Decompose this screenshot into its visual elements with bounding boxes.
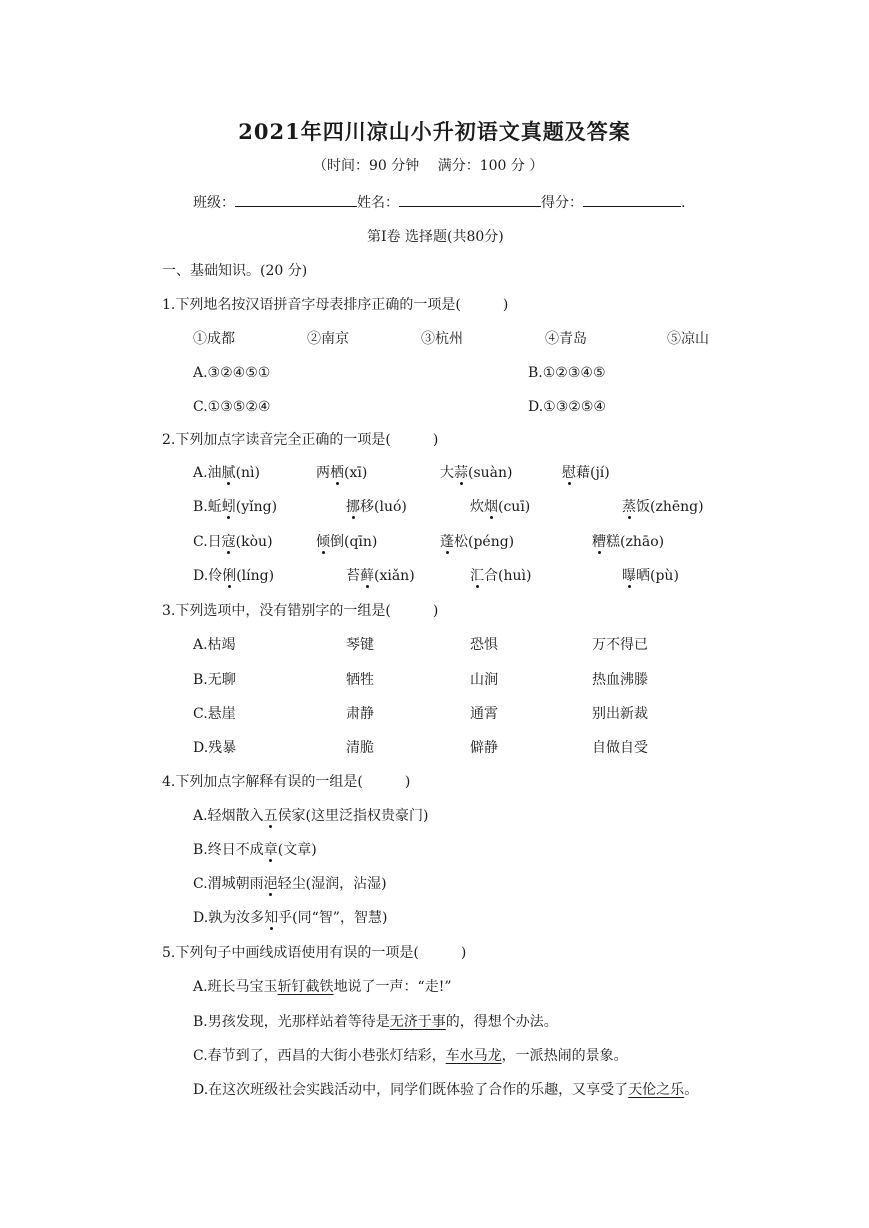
class-blank[interactable] (235, 192, 357, 207)
option-text: 地说了一声：“走!” (333, 979, 452, 995)
item-text: 移(luó) (360, 499, 407, 515)
item-text: 饭(zhēng) (636, 499, 704, 515)
q1-place: ①成都 (193, 331, 235, 347)
q4-option (193, 840, 317, 860)
q3-option-item: 别出新裁 (592, 706, 648, 722)
item-text: B.蚯 (193, 499, 222, 515)
item-text: C.日 (193, 534, 222, 550)
q3-option-item: B.无聊 (193, 672, 236, 688)
option-text: A.班长马宝玉 (193, 979, 278, 995)
q3-option-item: 万不得已 (592, 637, 648, 653)
item-text: A.油 (193, 465, 222, 481)
q2-option-item (193, 532, 273, 552)
option-text: C.春节到了，西昌的大街小巷张灯结彩， (193, 1048, 446, 1064)
item-text: 松(péng) (454, 534, 515, 550)
q3-option-item: 肃静 (346, 706, 374, 722)
q3-option-item: C.悬崖 (193, 706, 236, 722)
q1-place: ⑤凉山 (667, 331, 709, 347)
option-text: 。 (684, 1082, 699, 1098)
q2-option-item (193, 497, 277, 517)
dotted-char: 烟 (484, 499, 498, 515)
underlined-idiom: 天伦之乐 (628, 1082, 685, 1098)
option-text: A.轻烟散入 (193, 808, 264, 824)
item-text: 糕(zhāo) (606, 534, 665, 550)
dotted-char: 糟 (592, 534, 606, 550)
q3-option-item: D.残暴 (193, 740, 237, 756)
option-text: D.在这次班级社会实践活动中，同学们既体验了合作的乐趣，又享受了 (193, 1082, 629, 1098)
q3-option-item: A.枯竭 (193, 637, 236, 653)
q2-option-item (346, 566, 415, 586)
dotted-char: 藓 (360, 568, 374, 584)
q5-option (193, 977, 452, 997)
item-text: 两 (316, 465, 330, 481)
item-text: (suàn) (468, 465, 513, 481)
dotted-char: 五 (263, 808, 278, 824)
fields-end: . (681, 195, 686, 211)
option-text: (文章) (277, 842, 317, 858)
option-text: ，一派热闹的景象。 (501, 1048, 628, 1064)
q4-stem: 4.下列加点字解释有误的一组是( ) (162, 774, 411, 790)
underlined-idiom: 车水马龙 (445, 1048, 502, 1064)
dotted-char: 慰 (562, 465, 576, 481)
dotted-char: 章 (263, 842, 278, 858)
q2-option-item (440, 532, 514, 552)
q4-option (193, 806, 429, 826)
q1-place: ③杭州 (421, 331, 463, 347)
q2-option-item (316, 463, 367, 483)
item-text: 藉(jí) (576, 465, 610, 481)
q1-option-b: B.①②③④⑤ (528, 365, 606, 381)
q5-option (193, 1012, 558, 1032)
dotted-char: 蚓 (221, 499, 236, 515)
q3-stem: 3.下列选项中，没有错别字的一组是( ) (162, 603, 439, 619)
item-text: (xiǎn) (374, 568, 415, 584)
option-text: 乎(同“智”，智慧) (278, 910, 388, 926)
q1-option-a: A.③②④⑤① (193, 365, 271, 381)
q2-option-item (346, 497, 407, 517)
option-text: B.终日不成 (193, 842, 264, 858)
dotted-char: 蓬 (440, 534, 454, 550)
dotted-char: 挪 (346, 499, 360, 515)
q3-option-item: 通霄 (470, 706, 498, 722)
dotted-char: 寇 (221, 534, 236, 550)
section-heading: 一、基础知识。(20 分) (162, 263, 308, 279)
item-text: (líng) (236, 568, 275, 584)
q3-option-item: 牺牲 (346, 672, 374, 688)
item-text: (nì) (235, 465, 260, 481)
item-text: 大 (440, 465, 454, 481)
part-title: 第Ⅰ卷 选择题(共80分) (367, 229, 504, 245)
q5-option (193, 1046, 628, 1066)
dotted-char: 蒸 (622, 499, 636, 515)
exam-meta: （时间：90 分钟 满分：100 分 ） (313, 158, 544, 174)
q3-option-item: 山涧 (470, 672, 498, 688)
underlined-idiom: 斩钉截铁 (277, 979, 334, 995)
q2-option-item (622, 497, 704, 517)
info-fields (193, 192, 685, 213)
item-text: 倒(qīn) (330, 534, 378, 550)
option-text: B.男孩发现，光那样站着等待是 (193, 1014, 390, 1030)
dotted-char: 栖 (330, 465, 344, 481)
exam-title: 2021年四川凉山小升初语文真题及答案 (238, 119, 631, 144)
q1-place: ②南京 (307, 331, 349, 347)
item-text: (yǐng) (235, 499, 278, 515)
q2-option-item (562, 463, 610, 483)
option-text: D.孰为汝多 (193, 910, 265, 926)
dotted-char: 蒜 (454, 465, 468, 481)
item-text: (kòu) (235, 534, 273, 550)
item-text: (cuī) (498, 499, 531, 515)
item-text: D.伶 (193, 568, 223, 584)
dotted-char: 俐 (222, 568, 237, 584)
q5-stem: 5.下列句子中画线成语使用有误的一项是( ) (162, 945, 467, 961)
item-text: 炊 (470, 499, 484, 515)
dotted-char: 汇 (470, 568, 484, 584)
q2-stem: 2.下列加点字读音完全正确的一项是( ) (162, 432, 439, 448)
q2-option-item (316, 532, 377, 552)
item-text: 合(huì) (484, 568, 532, 584)
dotted-char: 腻 (221, 465, 236, 481)
q3-option-item: 琴键 (346, 637, 374, 653)
q1-option-d: D.①③②⑤④ (528, 399, 606, 415)
q3-option-item: 清脆 (346, 740, 374, 756)
q3-option-item: 僻静 (470, 740, 498, 756)
q4-option (193, 908, 387, 928)
dotted-char: 曝 (622, 568, 636, 584)
dotted-char: 倾 (316, 534, 330, 550)
q3-option-item: 恐惧 (470, 637, 498, 653)
option-text: 轻尘(湿润，沾湿) (277, 876, 387, 892)
option-text: C.渭城朝雨 (193, 876, 264, 892)
dotted-char: 知 (264, 910, 279, 926)
q2-option-item (470, 497, 530, 517)
q2-option-item (440, 463, 513, 483)
name-label: 姓名： (357, 195, 399, 211)
item-text: (xī) (344, 465, 368, 481)
option-text: 的，得想个办法。 (445, 1014, 558, 1030)
q2-option-item (592, 532, 664, 552)
q4-option (193, 874, 387, 894)
item-text: 苔 (346, 568, 360, 584)
score-blank[interactable] (583, 192, 681, 207)
q3-option-item: 自做自受 (592, 740, 648, 756)
name-blank[interactable] (399, 192, 541, 207)
q2-option-item (193, 463, 260, 483)
q2-option-item (622, 566, 679, 586)
q2-option-item (193, 566, 274, 586)
dotted-char: 浥 (263, 876, 278, 892)
item-text: 晒(pù) (636, 568, 679, 584)
q1-place: ④青岛 (545, 331, 587, 347)
q3-option-item: 热血沸滕 (592, 672, 648, 688)
q5-option (193, 1080, 698, 1100)
class-label: 班级： (193, 195, 235, 211)
option-text: 侯家(这里泛指权贵豪门) (277, 808, 429, 824)
q1-stem: 1.下列地名按汉语拼音字母表排序正确的一项是( ) (162, 297, 509, 313)
q1-option-c: C.①③⑤②④ (193, 399, 271, 415)
score-label: 得分： (541, 195, 583, 211)
underlined-idiom: 无济于事 (389, 1014, 446, 1030)
q2-option-item (470, 566, 531, 586)
